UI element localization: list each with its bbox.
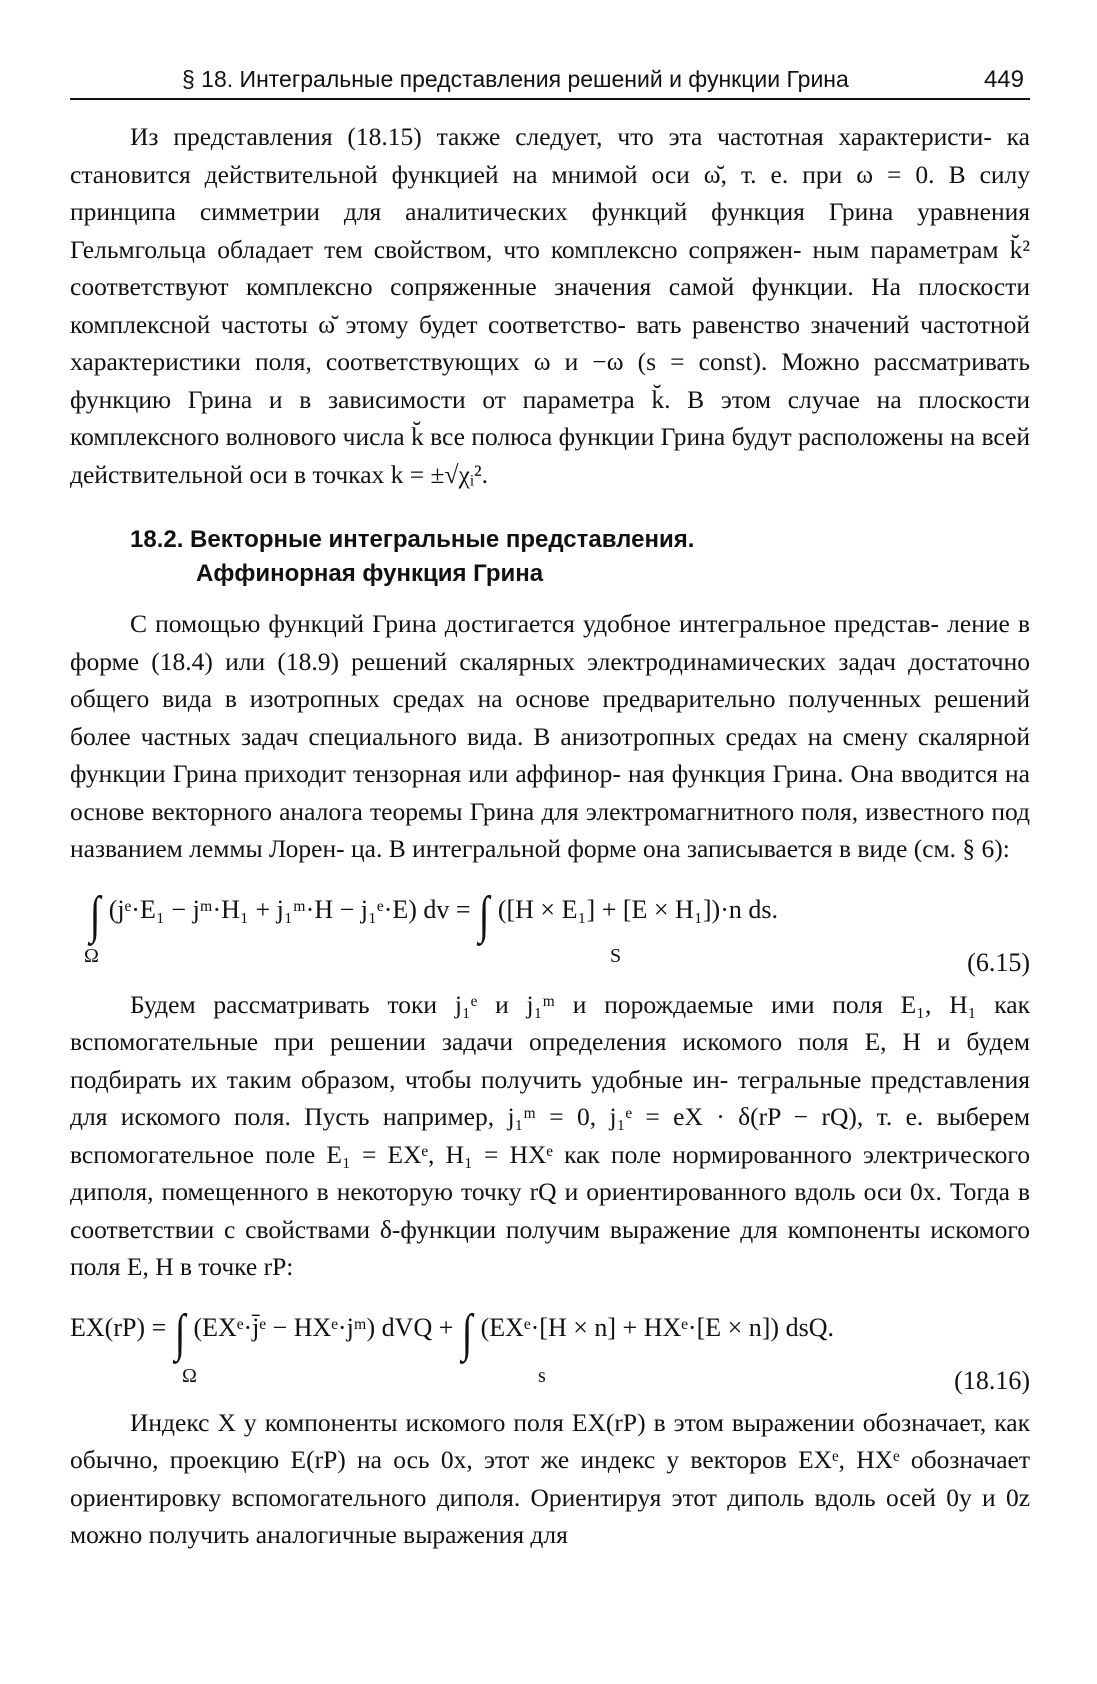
equation-18-16-lhs: EX(rP) = [70, 1312, 167, 1342]
text-line: ным параметрам k̆² соответствуют комплексно сопряженные значения самой [70, 234, 1030, 301]
paragraph-4 [70, 1404, 1030, 1554]
integral-sign: ∫ [89, 886, 101, 944]
section-heading-line-2: Аффинорная функция Грина [196, 560, 544, 587]
text-line: в некоторую точку rQ и ориентированного вдоль оси 0x. Тогда в соответствии [70, 1177, 1031, 1244]
text-line: EXᵉ, HXᵉ обозначает ориентировку вспомогательного диполя. Ориентируя [70, 1445, 1030, 1512]
text-line: задач достаточно общего вида в изотропных средах на основе предварительно [70, 646, 1031, 713]
equation-6-15-rhs: ([H × E₁] + [E × H₁])·n ds. [497, 894, 778, 924]
running-header [70, 58, 1030, 100]
equation-18-16 [70, 1286, 1030, 1404]
text-line: ка становится действительной функцией на мнимой оси ω̆, т. е. при ω = 0. [70, 122, 1030, 189]
paragraph-3 [70, 986, 1030, 1286]
text-line: С помощью функций Грина достигается удобное интегральное представ- [130, 609, 940, 638]
equation-18-16-volume-term: (EXᵉ·j̄ᵉ − HXᵉ·jᵐ) dVQ + [193, 1312, 454, 1342]
text-line: Грина для электромагнитного поля, известного под названием леммы Лорен- [70, 796, 1030, 863]
text-line: В силу принципа симметрии для аналитических функций функция Грина [70, 159, 1031, 226]
page-body [70, 118, 1030, 1554]
text-line: уравнения Гельмгольца обладает тем свойством, что комплексно сопряжен- [70, 197, 1030, 264]
header-rule [70, 98, 1030, 100]
equation-18-16-surface-term: (EXᵉ·[H × n] + HXᵉ·[E × n]) dsQ. [480, 1312, 834, 1342]
text-line: Будем рассматривать токи j₁ᵉ и j₁ᵐ и порождаемые ими поля E₁, [130, 989, 932, 1019]
integral-limit-s: s [538, 1364, 546, 1387]
section-heading-line-1: 18.2. Векторные интегральные представления. [130, 526, 695, 553]
section-heading [130, 523, 1030, 591]
integral-sign: ∫ [478, 886, 490, 944]
equation-6-15-body [88, 886, 778, 944]
text-line: обозначает, как обычно, проекцию E(rP) на ось 0x, этот же индекс у векторов [70, 1407, 1031, 1474]
text-line: вать равенство значений частотной характеристики поля, соответствующих ω [70, 309, 1030, 376]
text-line: ная функция Грина. Она вводится на основе векторного аналога теоремы [70, 759, 1031, 826]
text-line: средах на смену скалярной функции Грина приходит тензорная или аффинор- [70, 721, 1031, 788]
integral-limit-s: S [610, 944, 622, 967]
integral-sign: ∫ [461, 1304, 473, 1362]
text-line: j₁ᵉ = eX · δ(rP − rQ), т. е. выберем вспомогательное поле E₁ = EXᵉ, [70, 1102, 1031, 1169]
equation-6-15-lhs: (jᵉ·E₁ − jᵐ·H₁ + j₁ᵐ·H − j₁ᵉ·E) dv = [108, 894, 471, 924]
page-number: 449 [983, 66, 1024, 93]
equation-number: (18.16) [954, 1365, 1030, 1395]
text-line: от параметра k̆. В этом случае на плоскости комплексного волнового числа [70, 384, 1030, 451]
text-line: и −ω (s = const). Можно рассматривать функцию Грина и в зависимости [70, 347, 1030, 414]
equation-number: (6.15) [967, 947, 1030, 977]
header-title: § 18. Интегральные представления решений и функции Грина [182, 66, 849, 92]
text-line: тегральные представления для искомого поля. Пусть например, j₁ᵐ = 0, [70, 1064, 1031, 1131]
integral-limit-omega: Ω [182, 1364, 197, 1387]
text-line: функции. На плоскости комплексной частоты ω̆ этому будет соответство- [70, 272, 1031, 339]
text-line: Индекс X у компоненты искомого поля EX(rP) в этом выражении [130, 1407, 855, 1437]
equation-18-16-body [70, 1304, 834, 1362]
text-line: Из представления (18.15) также следует, что эта частотная характеристи- [130, 122, 992, 151]
text-line: H₁ как вспомогательные при решении задачи определения искомого поля [70, 989, 1031, 1056]
text-line: E, H в точке rP: [126, 1252, 294, 1281]
text-line: E, H и будем подбирать их таким образом, чтобы получить удобные ин- [70, 1027, 1030, 1094]
text-line: в точках k = ±√χᵢ². [294, 459, 489, 489]
text-line: k̆ все полюса функции Грина будут расположены на всей действительной оси [70, 422, 1030, 489]
integral-limit-omega: Ω [84, 944, 99, 967]
paragraph-2 [70, 605, 1030, 868]
text-line: полученных решений более частных задач специального вида. В анизотропных [70, 684, 1030, 751]
text-line: H₁ = HXᵉ как поле нормированного электрического диполя, помещенного [70, 1139, 1031, 1206]
equation-6-15 [70, 868, 1030, 986]
text-line: ление в форме (18.4) или (18.9) решений скалярных электродинамических [70, 609, 1030, 676]
text-line: ца. В интегральной форме она записывается в виде (см. § 6): [351, 834, 1010, 863]
text-line: этот диполь вдоль осей 0y и 0z можно получить аналогичные выражения для [70, 1482, 1031, 1549]
integral-sign: ∫ [174, 1304, 186, 1362]
text-line: с свойствами δ-функции получим выражение для компоненты искомого поля [70, 1214, 1031, 1281]
paragraph-1 [70, 118, 1030, 493]
